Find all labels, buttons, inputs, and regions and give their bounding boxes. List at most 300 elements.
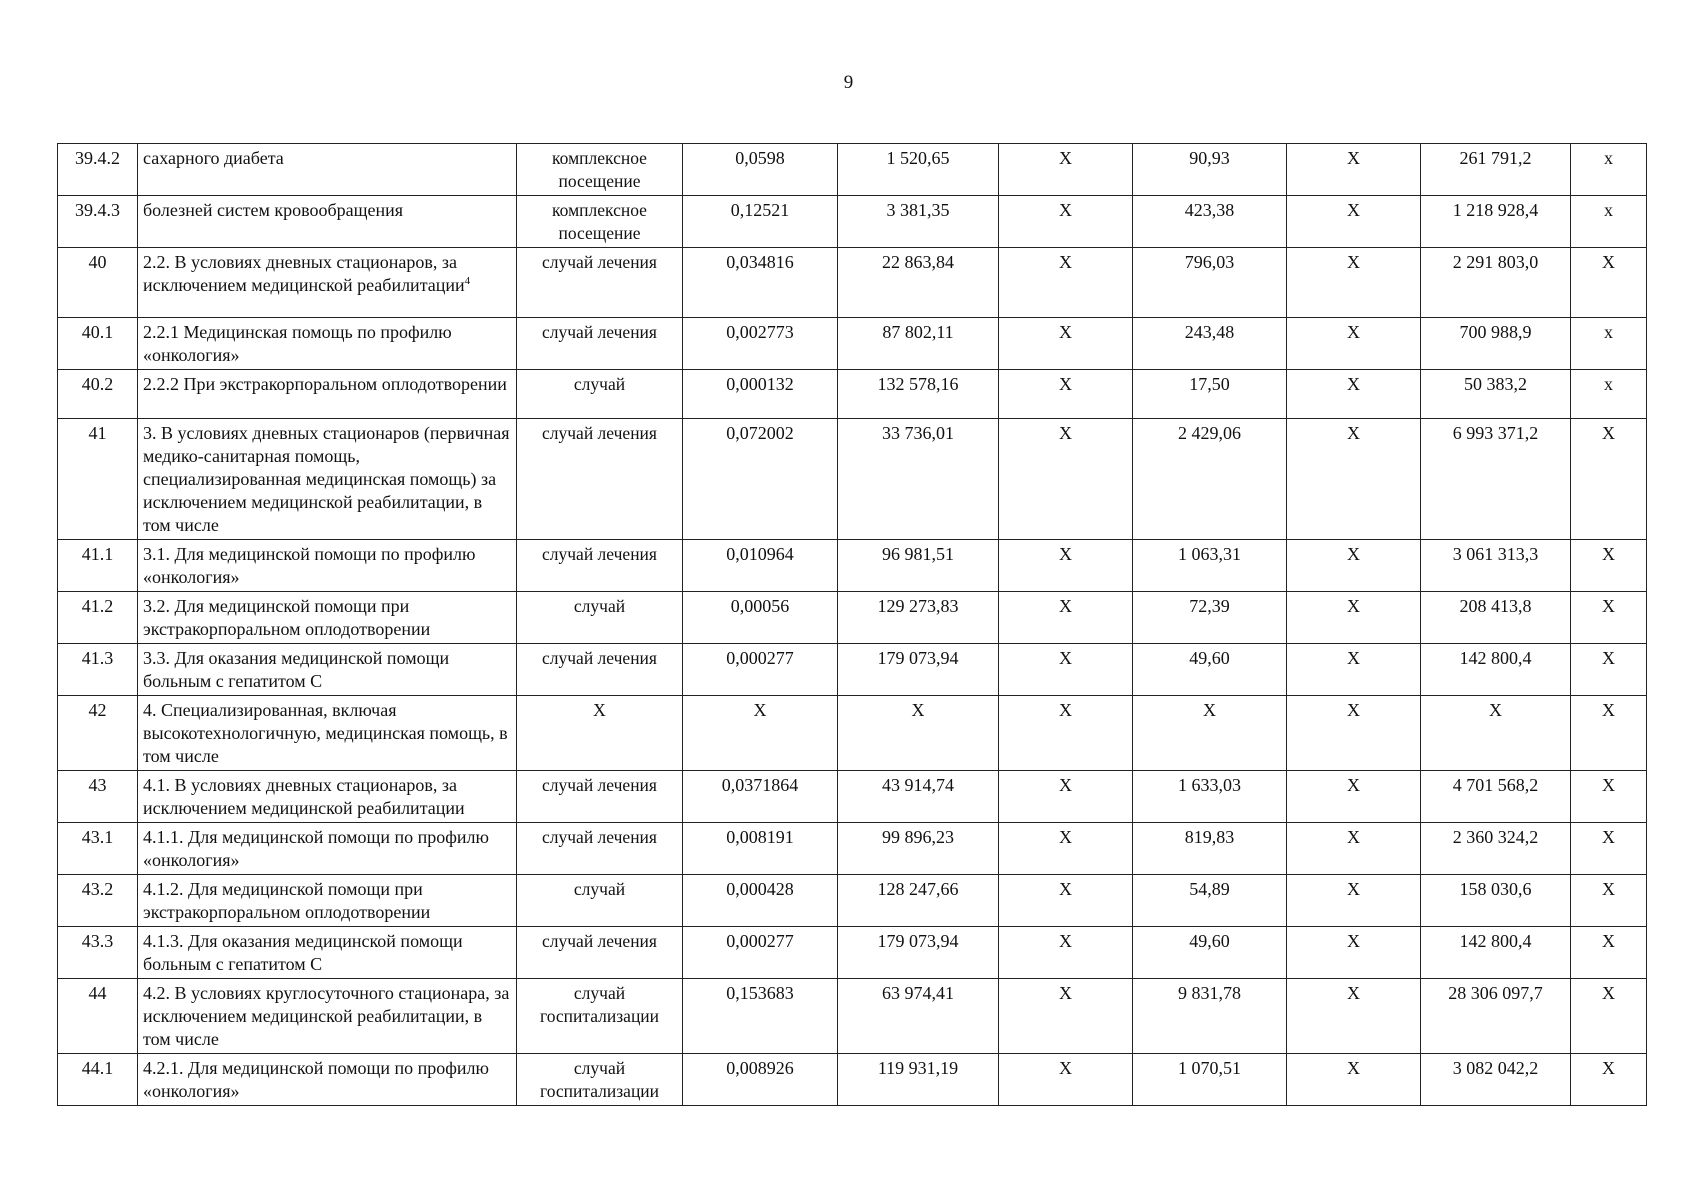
- budget-total-cell: [1287, 1054, 1421, 1106]
- unit-cell: [517, 248, 683, 318]
- row-number-text: 42: [88, 700, 107, 720]
- oms-per-capita-cell: [1133, 875, 1287, 927]
- budget-per-capita-cell: [999, 370, 1133, 419]
- oms-per-capita-cell: [1133, 644, 1287, 696]
- budget-per-capita-text: Х: [1059, 596, 1072, 616]
- volume-norm-cell: [683, 823, 838, 875]
- row-name-cell: [138, 823, 517, 875]
- oms-total-text: 158 030,6: [1459, 879, 1532, 899]
- row-name-cell: [138, 248, 517, 318]
- budget-total-text: Х: [1347, 700, 1360, 720]
- volume-norm-cell: [683, 318, 838, 370]
- volume-norm-cell: [683, 196, 838, 248]
- volume-norm-text: Х: [753, 700, 767, 720]
- volume-norm-text: 0,0598: [735, 148, 785, 168]
- share-text: х: [1604, 148, 1613, 168]
- share-cell: [1571, 823, 1647, 875]
- row-name-cell: [138, 540, 517, 592]
- cost-norm-text: 129 273,83: [877, 596, 959, 616]
- budget-total-cell: [1287, 927, 1421, 979]
- table-row: [58, 823, 1647, 875]
- volume-norm-text: 0,12521: [730, 200, 790, 220]
- unit-cell: [517, 696, 683, 771]
- oms-total-text: 261 791,2: [1459, 148, 1532, 168]
- oms-per-capita-cell: [1133, 196, 1287, 248]
- unit-cell: [517, 979, 683, 1054]
- share-text: Х: [1602, 648, 1615, 668]
- cost-norm-cell: [838, 927, 999, 979]
- budget-per-capita-cell: [999, 927, 1133, 979]
- budget-total-text: Х: [1347, 775, 1360, 795]
- table-row: [58, 592, 1647, 644]
- row-number-text: 39.4.2: [75, 148, 120, 168]
- budget-total-text: Х: [1347, 931, 1360, 951]
- table-row: [58, 248, 1647, 318]
- budget-per-capita-text: Х: [1059, 374, 1072, 394]
- oms-per-capita-cell: [1133, 771, 1287, 823]
- cost-norm-cell: [838, 875, 999, 927]
- oms-per-capita-cell: [1133, 248, 1287, 318]
- oms-per-capita-cell: [1133, 979, 1287, 1054]
- budget-per-capita-cell: [999, 419, 1133, 540]
- budget-total-cell: [1287, 592, 1421, 644]
- row-name-text: 4.1.3. Для оказания медицинской помощи больным с гепатитом С: [143, 931, 463, 974]
- volume-norm-text: 0,000428: [726, 879, 794, 899]
- share-cell: [1571, 196, 1647, 248]
- cost-norm-text: 87 802,11: [882, 322, 954, 342]
- row-number-cell: [58, 144, 138, 196]
- row-name-text: 4.2. В условиях круглосуточного стационара, за исключением медицинской реабилитации, в том числе: [143, 983, 510, 1049]
- oms-per-capita-cell: [1133, 540, 1287, 592]
- share-cell: [1571, 540, 1647, 592]
- cost-norm-text: 96 981,51: [882, 544, 954, 564]
- volume-norm-text: 0,000132: [726, 374, 794, 394]
- volume-norm-text: 0,008191: [726, 827, 794, 847]
- row-name-text: 2.2.2 При экстракорпоральном оплодотворении: [143, 374, 507, 394]
- unit-text: Х: [593, 700, 606, 720]
- oms-per-capita-text: Х: [1203, 700, 1216, 720]
- budget-total-cell: [1287, 771, 1421, 823]
- row-number-cell: [58, 771, 138, 823]
- row-name-cell: [138, 592, 517, 644]
- budget-per-capita-text: Х: [1059, 931, 1072, 951]
- oms-total-cell: [1421, 419, 1571, 540]
- share-cell: [1571, 979, 1647, 1054]
- row-name-text: 3.3. Для оказания медицинской помощи больным с гепатитом С: [143, 648, 450, 691]
- cost-norm-text: 179 073,94: [877, 931, 959, 951]
- row-number-text: 40.1: [81, 322, 114, 342]
- row-name-text: 4.1.1. Для медицинской помощи по профилю «онкология»: [143, 827, 489, 870]
- cost-norm-cell: [838, 644, 999, 696]
- table-row: [58, 771, 1647, 823]
- oms-total-text: 50 383,2: [1464, 374, 1527, 394]
- table-row: [58, 644, 1647, 696]
- volume-norm-cell: [683, 144, 838, 196]
- share-cell: [1571, 592, 1647, 644]
- oms-total-cell: [1421, 875, 1571, 927]
- share-text: Х: [1602, 423, 1615, 443]
- budget-total-cell: [1287, 540, 1421, 592]
- budget-per-capita-cell: [999, 979, 1133, 1054]
- volume-norm-cell: [683, 644, 838, 696]
- budget-total-cell: [1287, 823, 1421, 875]
- budget-per-capita-cell: [999, 196, 1133, 248]
- budget-total-cell: [1287, 644, 1421, 696]
- cost-norm-cell: [838, 1054, 999, 1106]
- oms-total-cell: [1421, 771, 1571, 823]
- unit-text: случай лечения: [542, 322, 657, 342]
- cost-norm-text: Х: [911, 700, 925, 720]
- oms-total-text: 3 061 313,3: [1452, 544, 1539, 564]
- oms-per-capita-cell: [1133, 1054, 1287, 1106]
- budget-per-capita-cell: [999, 144, 1133, 196]
- row-number-text: 41.3: [81, 648, 114, 668]
- cost-norm-cell: [838, 370, 999, 419]
- budget-total-text: Х: [1347, 544, 1360, 564]
- cost-norm-text: 3 381,35: [886, 200, 950, 220]
- oms-total-cell: [1421, 592, 1571, 644]
- row-number-text: 43.3: [81, 931, 114, 951]
- budget-per-capita-text: Х: [1059, 700, 1072, 720]
- budget-total-text: Х: [1347, 148, 1360, 168]
- unit-cell: [517, 1054, 683, 1106]
- budget-total-text: Х: [1347, 252, 1360, 272]
- cost-norm-cell: [838, 592, 999, 644]
- unit-cell: [517, 196, 683, 248]
- oms-total-cell: [1421, 823, 1571, 875]
- volume-norm-text: 0,000277: [726, 931, 794, 951]
- unit-text: комплексное посещение: [552, 148, 647, 191]
- table-row: [58, 144, 1647, 196]
- row-number-cell: [58, 419, 138, 540]
- cost-norm-text: 63 974,41: [882, 983, 954, 1003]
- cost-norm-text: 33 736,01: [882, 423, 954, 443]
- budget-total-text: Х: [1347, 423, 1360, 443]
- row-name-cell: [138, 644, 517, 696]
- table-row: [58, 419, 1647, 540]
- budget-total-text: Х: [1347, 322, 1360, 342]
- budget-total-cell: [1287, 370, 1421, 419]
- unit-cell: [517, 592, 683, 644]
- budget-total-text: Х: [1347, 200, 1360, 220]
- oms-total-text: 700 988,9: [1459, 322, 1532, 342]
- oms-per-capita-text: 1 063,31: [1178, 544, 1241, 564]
- budget-total-cell: [1287, 248, 1421, 318]
- oms-total-cell: [1421, 248, 1571, 318]
- share-text: Х: [1602, 252, 1615, 272]
- oms-per-capita-text: 819,83: [1184, 827, 1235, 847]
- row-name-text: 4.1. В условиях дневных стационаров, за исключением медицинской реабилитации: [143, 775, 465, 818]
- budget-per-capita-cell: [999, 823, 1133, 875]
- oms-total-text: 208 413,8: [1459, 596, 1532, 616]
- cost-norm-cell: [838, 419, 999, 540]
- row-number-cell: [58, 875, 138, 927]
- oms-total-text: 142 800,4: [1459, 648, 1532, 668]
- budget-per-capita-text: Х: [1059, 879, 1072, 899]
- share-cell: [1571, 144, 1647, 196]
- budget-total-cell: [1287, 318, 1421, 370]
- volume-norm-text: 0,008926: [726, 1058, 794, 1078]
- unit-text: случай: [573, 879, 626, 899]
- row-name-text: 3.1. Для медицинской помощи по профилю «онкология»: [143, 544, 476, 587]
- row-name-text: 2.2. В условиях дневных стационаров, за исключением медицинской реабилитации: [143, 252, 465, 295]
- volume-norm-cell: [683, 592, 838, 644]
- budget-total-text: Х: [1347, 648, 1360, 668]
- budget-per-capita-cell: [999, 318, 1133, 370]
- cost-norm-cell: [838, 196, 999, 248]
- cost-norm-text: 43 914,74: [882, 775, 954, 795]
- oms-total-text: 28 306 097,7: [1448, 983, 1543, 1003]
- row-name-text: 3.2. Для медицинской помощи при экстракорпоральном оплодотворении: [143, 596, 431, 639]
- share-cell: [1571, 927, 1647, 979]
- share-cell: [1571, 1054, 1647, 1106]
- budget-total-cell: [1287, 196, 1421, 248]
- volume-norm-text: 0,0371864: [721, 775, 799, 795]
- row-number-text: 39.4.3: [75, 200, 120, 220]
- oms-total-text: 2 360 324,2: [1452, 827, 1539, 847]
- oms-per-capita-text: 90,93: [1189, 148, 1230, 168]
- row-name-cell: [138, 927, 517, 979]
- table-row: [58, 696, 1647, 771]
- unit-cell: [517, 419, 683, 540]
- oms-per-capita-cell: [1133, 370, 1287, 419]
- oms-total-cell: [1421, 1054, 1571, 1106]
- share-text: Х: [1602, 700, 1615, 720]
- share-text: Х: [1602, 775, 1615, 795]
- oms-per-capita-text: 2 429,06: [1178, 423, 1241, 443]
- budget-total-text: Х: [1347, 879, 1360, 899]
- oms-total-text: 3 082 042,2: [1452, 1058, 1539, 1078]
- row-name-cell: [138, 196, 517, 248]
- budget-per-capita-cell: [999, 1054, 1133, 1106]
- cost-norm-cell: [838, 144, 999, 196]
- cost-norm-text: 99 896,23: [882, 827, 954, 847]
- budget-per-capita-text: Х: [1059, 200, 1072, 220]
- share-cell: [1571, 248, 1647, 318]
- budget-per-capita-text: Х: [1059, 983, 1072, 1003]
- unit-text: случай лечения: [542, 931, 657, 951]
- share-text: х: [1604, 374, 1613, 394]
- oms-total-cell: [1421, 144, 1571, 196]
- oms-per-capita-cell: [1133, 696, 1287, 771]
- budget-per-capita-text: Х: [1059, 252, 1072, 272]
- share-cell: [1571, 875, 1647, 927]
- volume-norm-cell: [683, 696, 838, 771]
- unit-cell: [517, 771, 683, 823]
- cost-norm-text: 132 578,16: [877, 374, 959, 394]
- share-text: Х: [1602, 1058, 1615, 1078]
- table-row: [58, 540, 1647, 592]
- oms-total-text: 1 218 928,4: [1452, 200, 1539, 220]
- budget-per-capita-text: Х: [1059, 544, 1072, 564]
- table-body: [58, 144, 1647, 1106]
- budget-per-capita-cell: [999, 771, 1133, 823]
- budget-per-capita-cell: [999, 592, 1133, 644]
- unit-cell: [517, 644, 683, 696]
- oms-per-capita-text: 49,60: [1189, 648, 1230, 668]
- row-name-cell: [138, 370, 517, 419]
- volume-norm-cell: [683, 1054, 838, 1106]
- share-text: Х: [1602, 827, 1615, 847]
- oms-total-cell: [1421, 927, 1571, 979]
- budget-per-capita-text: Х: [1059, 322, 1072, 342]
- row-name-cell: [138, 1054, 517, 1106]
- table-row: [58, 1054, 1647, 1106]
- unit-text: случай госпитализации: [539, 1058, 660, 1101]
- row-name-cell: [138, 771, 517, 823]
- cost-norm-cell: [838, 696, 999, 771]
- unit-text: случай: [573, 374, 626, 394]
- unit-cell: [517, 875, 683, 927]
- oms-per-capita-text: 796,03: [1184, 252, 1235, 272]
- row-name-cell: [138, 144, 517, 196]
- row-name-text: 4. Специализированная, включая высокотехнологичную, медицинская помощь, в том числе: [143, 700, 508, 766]
- table-row: [58, 196, 1647, 248]
- oms-per-capita-text: 423,38: [1184, 200, 1235, 220]
- row-name-text: 4.1.2. Для медицинской помощи при экстракорпоральном оплодотворении: [143, 879, 431, 922]
- cost-norm-cell: [838, 248, 999, 318]
- budget-per-capita-cell: [999, 540, 1133, 592]
- volume-norm-cell: [683, 370, 838, 419]
- oms-total-text: Х: [1489, 700, 1502, 720]
- row-number-cell: [58, 540, 138, 592]
- volume-norm-cell: [683, 875, 838, 927]
- row-number-text: 41: [88, 423, 107, 443]
- budget-total-text: Х: [1347, 596, 1360, 616]
- budget-total-cell: [1287, 875, 1421, 927]
- row-name-cell: [138, 696, 517, 771]
- table-row: [58, 875, 1647, 927]
- share-cell: [1571, 696, 1647, 771]
- oms-total-text: 4 701 568,2: [1452, 775, 1539, 795]
- table-row: [58, 370, 1647, 419]
- volume-norm-text: 0,034816: [726, 252, 794, 272]
- row-number-cell: [58, 318, 138, 370]
- share-text: Х: [1602, 931, 1615, 951]
- row-number-text: 40: [88, 252, 107, 272]
- volume-norm-cell: [683, 979, 838, 1054]
- row-name-text: 4.2.1. Для медицинской помощи по профилю «онкология»: [143, 1058, 489, 1101]
- row-number-cell: [58, 248, 138, 318]
- oms-total-text: 142 800,4: [1459, 931, 1532, 951]
- share-cell: [1571, 644, 1647, 696]
- budget-total-text: Х: [1347, 374, 1360, 394]
- row-number-cell: [58, 196, 138, 248]
- oms-per-capita-text: 243,48: [1184, 322, 1235, 342]
- share-text: х: [1604, 322, 1613, 342]
- row-number-text: 43: [88, 775, 107, 795]
- cost-norm-text: 22 863,84: [882, 252, 954, 272]
- budget-per-capita-cell: [999, 644, 1133, 696]
- oms-total-cell: [1421, 318, 1571, 370]
- budget-total-cell: [1287, 696, 1421, 771]
- share-text: х: [1604, 200, 1613, 220]
- row-name-cell: [138, 419, 517, 540]
- budget-per-capita-text: Х: [1059, 148, 1072, 168]
- volume-norm-cell: [683, 771, 838, 823]
- cost-norm-cell: [838, 540, 999, 592]
- unit-text: случай лечения: [542, 827, 657, 847]
- data-table: [57, 143, 1647, 1106]
- row-number-text: 41.2: [81, 596, 114, 616]
- oms-per-capita-text: 54,89: [1189, 879, 1230, 899]
- oms-per-capita-cell: [1133, 592, 1287, 644]
- volume-norm-cell: [683, 927, 838, 979]
- unit-text: случай лечения: [542, 648, 657, 668]
- budget-total-cell: [1287, 979, 1421, 1054]
- volume-norm-text: 0,00056: [730, 596, 790, 616]
- budget-total-text: Х: [1347, 827, 1360, 847]
- budget-per-capita-text: Х: [1059, 648, 1072, 668]
- volume-norm-text: 0,002773: [726, 322, 794, 342]
- unit-cell: [517, 823, 683, 875]
- unit-cell: [517, 927, 683, 979]
- row-number-cell: [58, 823, 138, 875]
- budget-total-cell: [1287, 419, 1421, 540]
- unit-text: случай лечения: [542, 775, 657, 795]
- unit-text: случай: [573, 596, 626, 616]
- unit-text: случай лечения: [542, 544, 657, 564]
- budget-total-text: Х: [1347, 1058, 1360, 1078]
- oms-per-capita-cell: [1133, 318, 1287, 370]
- row-number-cell: [58, 979, 138, 1054]
- row-name-cell: [138, 875, 517, 927]
- row-name-text: болезней систем кровообращения: [143, 200, 403, 220]
- share-cell: [1571, 771, 1647, 823]
- row-number-cell: [58, 592, 138, 644]
- row-number-cell: [58, 927, 138, 979]
- share-cell: [1571, 419, 1647, 540]
- oms-total-cell: [1421, 370, 1571, 419]
- row-number-cell: [58, 1054, 138, 1106]
- oms-total-cell: [1421, 644, 1571, 696]
- table-row: [58, 318, 1647, 370]
- cost-norm-cell: [838, 979, 999, 1054]
- oms-per-capita-cell: [1133, 144, 1287, 196]
- budget-per-capita-text: Х: [1059, 1058, 1072, 1078]
- row-number-cell: [58, 696, 138, 771]
- oms-per-capita-text: 1 633,03: [1178, 775, 1241, 795]
- oms-total-cell: [1421, 696, 1571, 771]
- row-name-cell: [138, 979, 517, 1054]
- cost-norm-cell: [838, 823, 999, 875]
- oms-per-capita-cell: [1133, 419, 1287, 540]
- row-number-text: 41.1: [81, 544, 114, 564]
- row-number-cell: [58, 370, 138, 419]
- cost-norm-text: 119 931,19: [877, 1058, 959, 1078]
- oms-per-capita-text: 17,50: [1189, 374, 1230, 394]
- oms-total-cell: [1421, 540, 1571, 592]
- oms-total-cell: [1421, 979, 1571, 1054]
- unit-text: случай госпитализации: [539, 983, 660, 1026]
- share-text: Х: [1602, 983, 1615, 1003]
- oms-per-capita-text: 72,39: [1189, 596, 1230, 616]
- cost-norm-text: 1 520,65: [886, 148, 950, 168]
- cost-norm-cell: [838, 771, 999, 823]
- row-number-text: 40.2: [81, 374, 114, 394]
- volume-norm-text: 0,072002: [726, 423, 794, 443]
- row-number-text: 44.1: [81, 1058, 114, 1078]
- volume-norm-cell: [683, 248, 838, 318]
- row-number-cell: [58, 644, 138, 696]
- share-text: Х: [1602, 544, 1615, 564]
- oms-per-capita-text: 1 070,51: [1178, 1058, 1241, 1078]
- row-number-text: 43.1: [81, 827, 114, 847]
- unit-text: комплексное посещение: [552, 200, 647, 243]
- oms-per-capita-text: 49,60: [1189, 931, 1230, 951]
- volume-norm-cell: [683, 540, 838, 592]
- footnote-marker: 4: [464, 275, 471, 287]
